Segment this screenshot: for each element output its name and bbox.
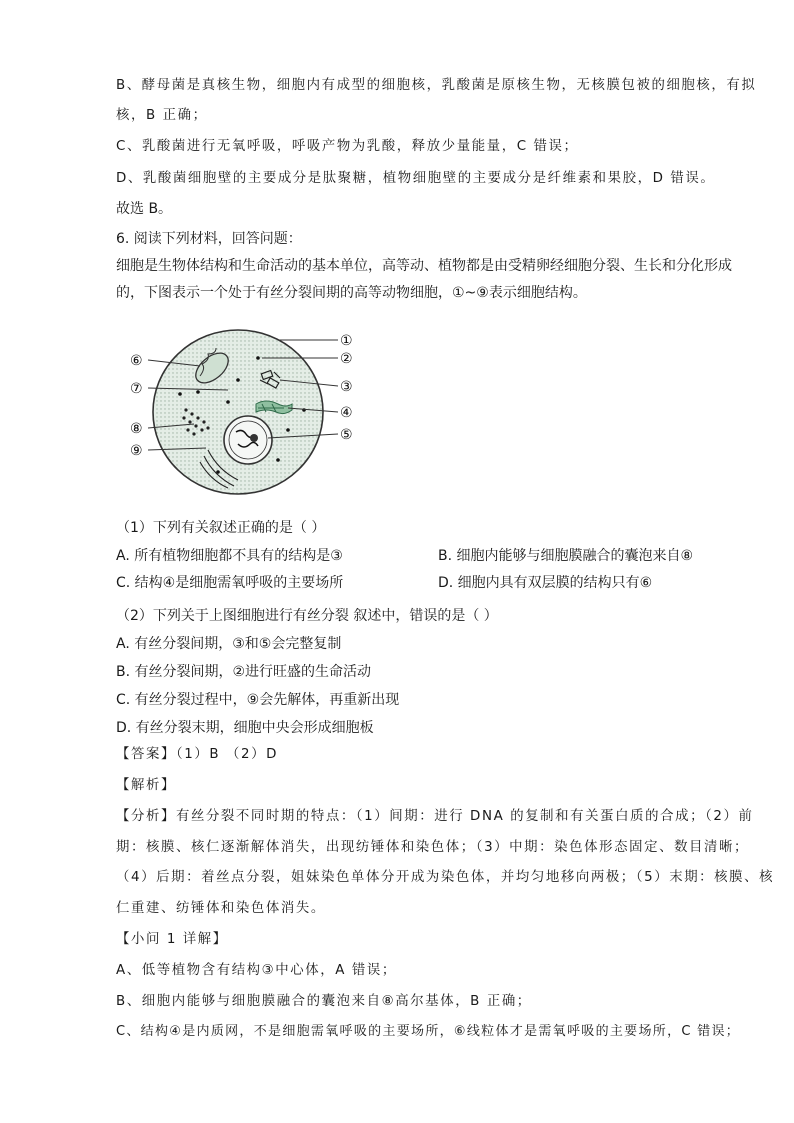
label-4: ④ xyxy=(340,405,353,421)
option-b: B. 有丝分裂间期，②进行旺盛的生命活动 xyxy=(116,664,372,680)
sub-heading: 【小问 1 详解】 xyxy=(116,932,228,947)
label-7: ⑦ xyxy=(130,381,143,397)
cell-membrane xyxy=(153,330,323,494)
material-text: 细胞是生物体结构和生命活动的基本单位，高等动、植物都是由受精卵经细胞分裂、生长和分化形成 xyxy=(116,258,732,274)
option-d: D. 有丝分裂末期，细胞中央会形成细胞板 xyxy=(116,720,374,736)
analysis-text: （4）后期：着丝点分裂，姐妹染色单体分开成为染色体，并均匀地移向两极；（5）末期：核膜、核 xyxy=(116,870,775,885)
label-6: ⑥ xyxy=(130,353,143,369)
nucleus-shape xyxy=(224,416,272,464)
label-1: ① xyxy=(340,333,353,349)
detail-text: C、结构④是内质网，不是细胞需氧呼吸的主要场所，⑥线粒体才是需氧呼吸的主要场所，C 错误； xyxy=(116,1024,741,1039)
text-line: D、乳酸菌细胞壁的主要成分是肽聚糖，植物细胞壁的主要成分是纤维素和果胶，D 错误。 xyxy=(116,171,716,186)
analysis-heading: 【解析】 xyxy=(116,778,176,793)
option-c: C. 结构④是细胞需氧呼吸的主要场所 xyxy=(116,575,344,591)
detail-text: A、低等植物含有结构③中心体，A 错误； xyxy=(116,963,397,978)
text-line: B、酵母菌是真核生物，细胞内有成型的细胞核，乳酸菌是原核生物，无核膜包被的细胞核，有拟 xyxy=(116,78,757,93)
answer-line: 【答案】（1）B （2）D xyxy=(116,747,279,762)
label-5: ⑤ xyxy=(340,427,353,443)
option-a: A. 有丝分裂间期，③和⑤会完整复制 xyxy=(116,636,342,652)
analysis-text: 期：核膜、核仁逐渐解体消失，出现纺锤体和染色体；（3）中期：染色体形态固定、数目清晰； xyxy=(116,840,750,855)
option-c: C. 有丝分裂过程中，⑨会先解体，再重新出现 xyxy=(116,692,400,708)
question-stem: （1）下列有关叙述正确的是（ ） xyxy=(116,520,326,536)
material-text: 的，下图表示一个处于有丝分裂间期的高等动物细胞，①~⑨表示细胞结构。 xyxy=(116,285,587,301)
option-a: A. 所有植物细胞都不具有的结构是③ xyxy=(116,548,343,564)
text-line: 故选 B。 xyxy=(116,201,173,217)
analysis-text: 【分析】有丝分裂不同时期的特点：（1）间期：进行 DNA 的复制和有关蛋白质的合成；（2）前 xyxy=(116,809,754,824)
question-stem: （2）下列关于上图细胞进行有丝分裂 叙述中，错误的是（ ） xyxy=(116,608,498,624)
animal-cell-diagram xyxy=(128,320,368,500)
option-d: D. 细胞内具有双层膜的结构只有⑥ xyxy=(438,575,653,591)
label-9: ⑨ xyxy=(130,443,143,459)
question-title: 6. 阅读下列材料，回答问题： xyxy=(116,231,302,247)
option-b: B. 细胞内能够与细胞膜融合的囊泡来自⑧ xyxy=(438,548,694,564)
text-line: C、乳酸菌进行无氧呼吸，呼吸产物为乳酸，释放少量能量，C 错误； xyxy=(116,139,579,154)
detail-text: B、细胞内能够与细胞膜融合的囊泡来自⑧高尔基体，B 正确； xyxy=(116,994,532,1009)
label-3: ③ xyxy=(340,379,353,395)
label-2: ② xyxy=(340,351,353,367)
label-8: ⑧ xyxy=(130,421,143,437)
analysis-text: 仁重建、纺锤体和染色体消失。 xyxy=(116,901,326,916)
text-line: 核，B 正确； xyxy=(116,108,208,123)
